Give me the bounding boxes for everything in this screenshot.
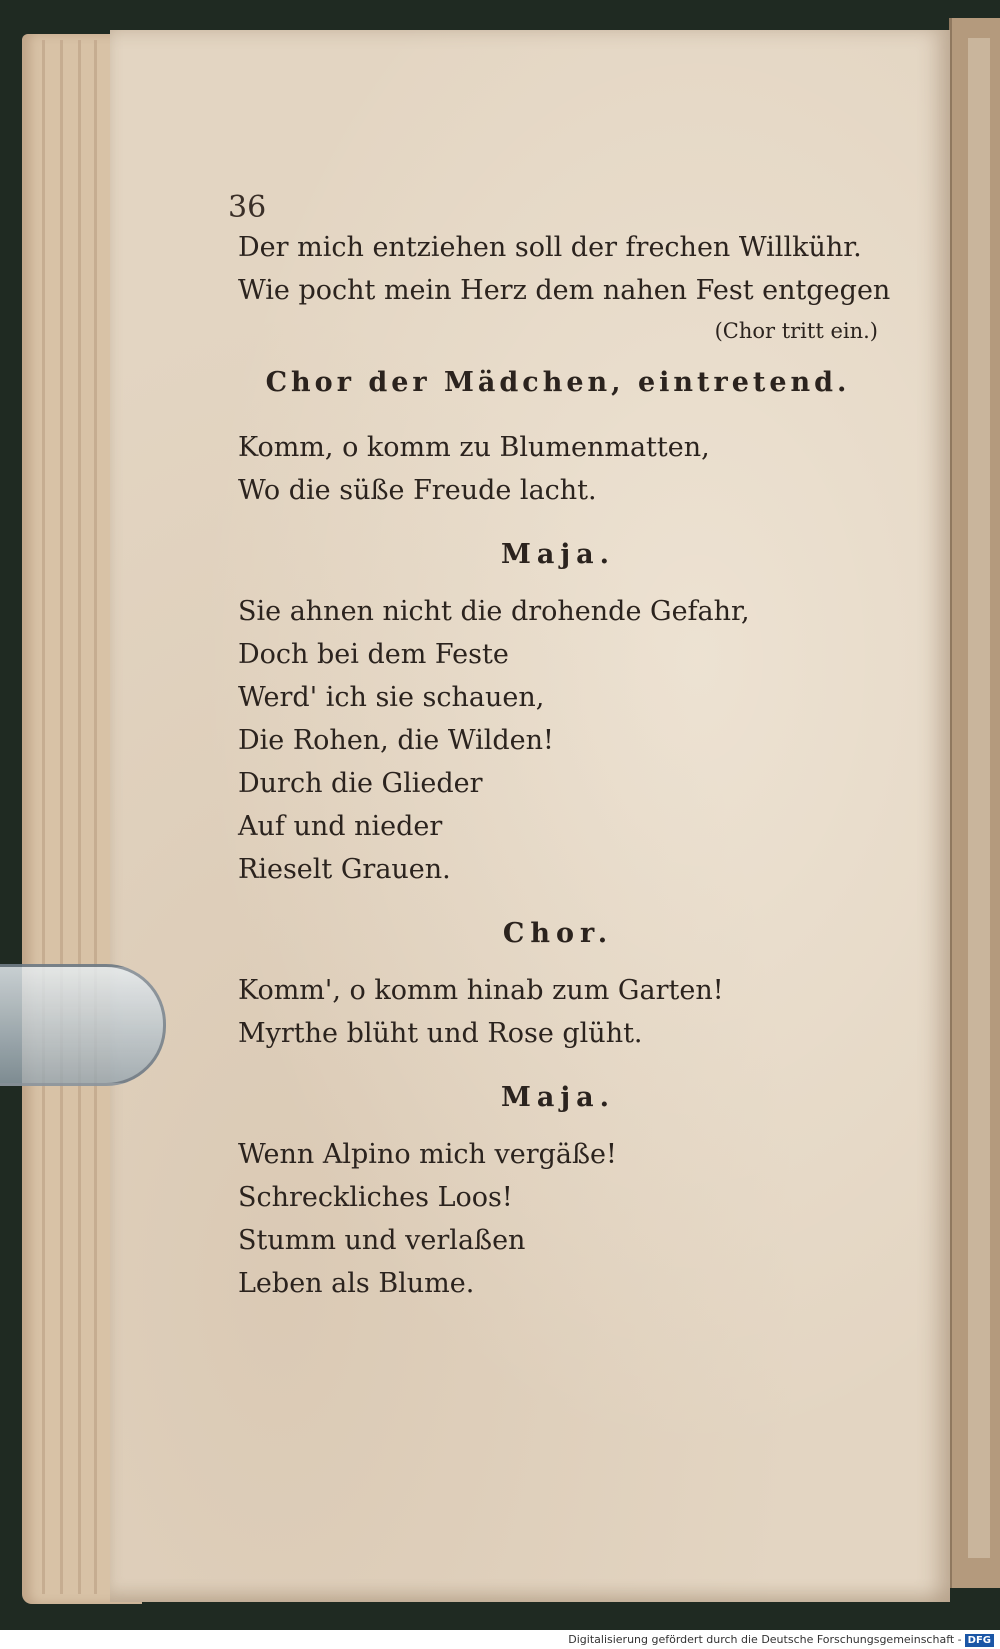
verse-line: Wenn Alpino mich vergäße! bbox=[238, 1139, 617, 1170]
verse-line: Komm', o komm hinab zum Garten! bbox=[238, 975, 724, 1006]
verse-line: Stumm und verlaßen bbox=[238, 1225, 526, 1256]
verse-line: Myrthe blüht und Rose glüht. bbox=[238, 1018, 643, 1049]
speaker-heading: Chor. bbox=[502, 918, 614, 949]
page-text bbox=[238, 226, 891, 1305]
verse-line: Werd' ich sie schauen, bbox=[238, 682, 545, 713]
verse-line: Schreckliches Loos! bbox=[238, 1182, 513, 1213]
speaker-heading: Chor der Mädchen, eintretend. bbox=[265, 367, 851, 398]
page-number: 36 bbox=[228, 190, 267, 225]
verse-line: Durch die Glieder bbox=[238, 768, 483, 799]
verse-line: Sie ahnen nicht die drohende Gefahr, bbox=[238, 596, 750, 627]
stage-direction: (Chor tritt ein.) bbox=[714, 319, 878, 343]
verse-line: Doch bei dem Feste bbox=[238, 639, 509, 670]
page-sheet bbox=[110, 30, 950, 1602]
verse-line: Komm, o komm zu Blumenmatten, bbox=[238, 432, 710, 463]
verse-line: Der mich entziehen soll der frechen Willkühr. bbox=[238, 232, 862, 263]
page-clip bbox=[0, 964, 166, 1086]
verse-line: Wie pocht mein Herz dem nahen Fest entgegen bbox=[238, 275, 891, 306]
verse-line: Auf und nieder bbox=[238, 811, 443, 842]
verse-line: Wo die süße Freude lacht. bbox=[238, 475, 597, 506]
digitization-footer bbox=[0, 1630, 1000, 1649]
speaker-heading: Maja. bbox=[500, 539, 616, 570]
verse-line: Rieselt Grauen. bbox=[238, 854, 451, 885]
verse-line: Leben als Blume. bbox=[238, 1268, 475, 1299]
opposite-page-edge bbox=[949, 18, 1000, 1588]
verse-line: Die Rohen, die Wilden! bbox=[238, 725, 554, 756]
footer-credit: Digitalisierung gefördert durch die Deutsche Forschungsgemeinschaft - bbox=[568, 1633, 962, 1646]
speaker-heading: Maja. bbox=[500, 1082, 616, 1113]
dfg-logo: DFG bbox=[965, 1634, 994, 1647]
